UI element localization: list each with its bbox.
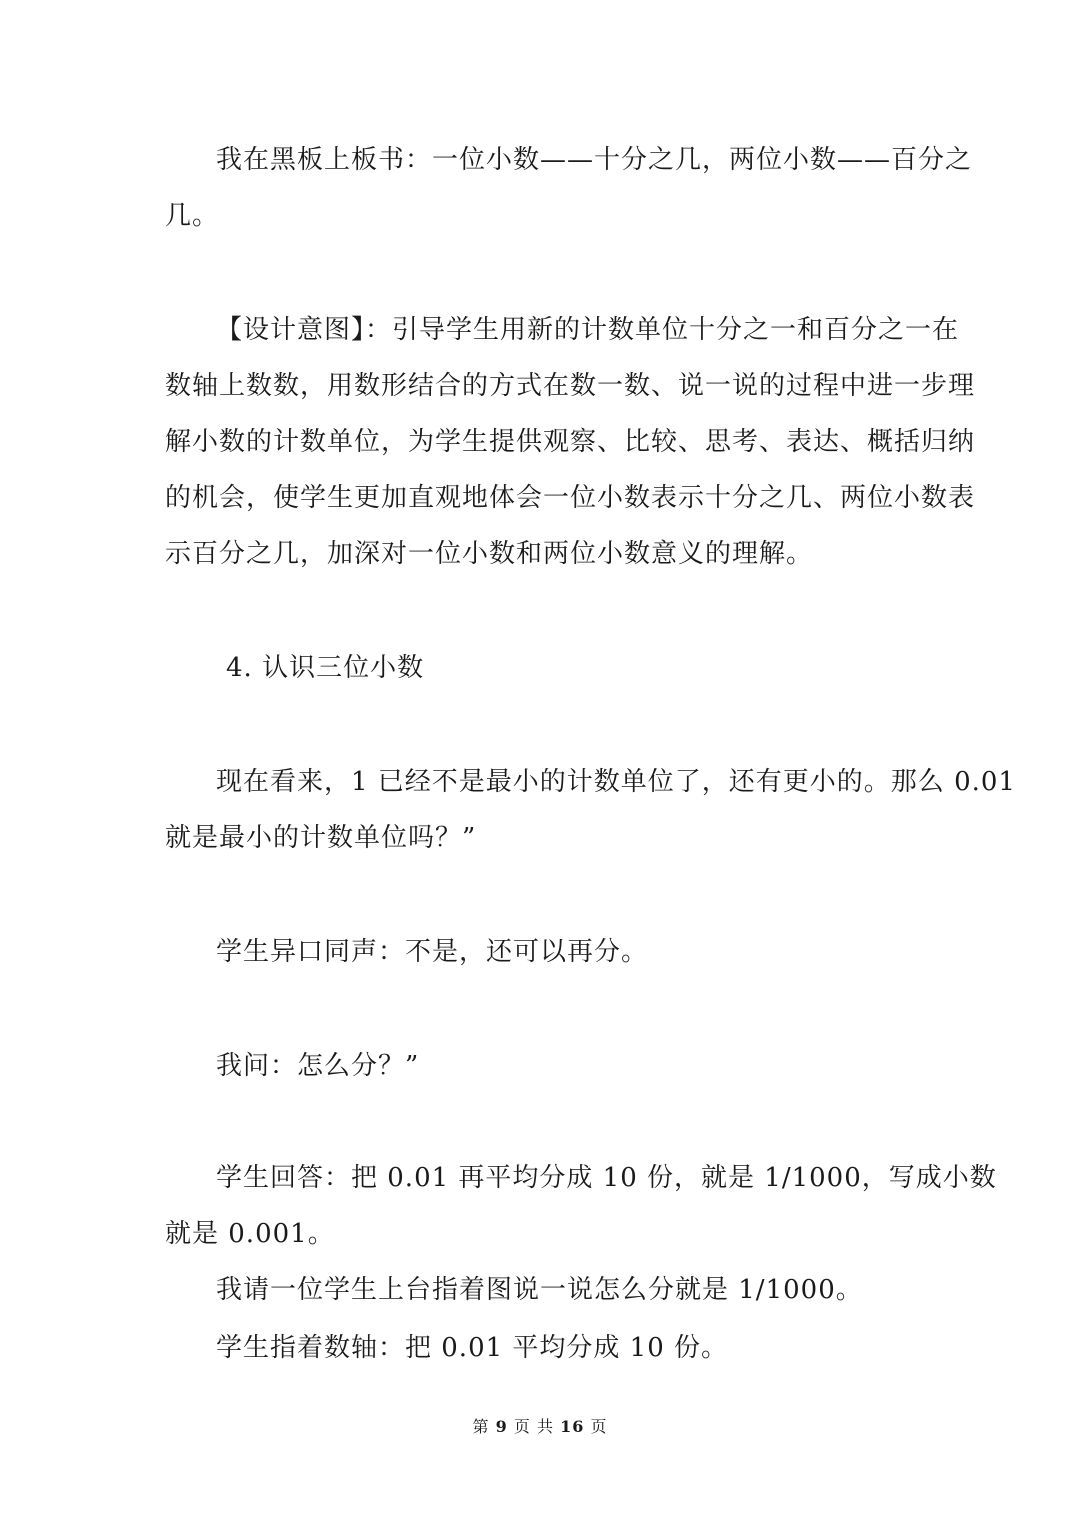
design-intent-line: 的机会，使学生更加直观地体会一位小数表示十分之几、两位小数表	[165, 483, 976, 513]
design-intent-line: 【设计意图】：引导学生用新的计数单位十分之一和百分之一在	[216, 315, 960, 345]
total-page-number: 16	[560, 1417, 585, 1436]
paragraph-line: 几。	[165, 201, 220, 231]
page-footer	[0, 1414, 1080, 1437]
section-heading: 4. 认识三位小数	[226, 653, 425, 683]
paragraph-line: 就是最小的计数单位吗？”	[165, 823, 477, 853]
current-page-number: 9	[495, 1417, 508, 1436]
footer-mid: 页 共	[513, 1417, 554, 1436]
design-intent-line: 解小数的计数单位，为学生提供观察、比较、思考、表达、概括归纳	[165, 427, 976, 457]
design-intent-line: 示百分之几，加深对一位小数和两位小数意义的理解。	[165, 539, 814, 569]
paragraph-line: 学生回答：把 0.01 再平均分成 10 份，就是 1/1000，写成小数	[216, 1163, 997, 1193]
paragraph-line: 学生指着数轴：把 0.01 平均分成 10 份。	[216, 1333, 729, 1363]
design-intent-line: 数轴上数数，用数形结合的方式在数一数、说一说的过程中进一步理	[165, 371, 976, 401]
footer-suffix: 页	[590, 1417, 608, 1436]
paragraph-line: 我问：怎么分？”	[216, 1051, 420, 1081]
paragraph-line: 现在看来，1 已经不是最小的计数单位了，还有更小的。那么 0.01	[216, 767, 1016, 797]
footer-prefix: 第	[472, 1417, 490, 1436]
paragraph-line: 学生异口同声：不是，还可以再分。	[216, 937, 649, 967]
paragraph-line: 就是 0.001。	[165, 1219, 335, 1249]
paragraph-line: 我请一位学生上台指着图说一说怎么分就是 1/1000。	[216, 1275, 863, 1305]
paragraph-line: 我在黑板上板书：一位小数——十分之几，两位小数——百分之	[216, 145, 973, 175]
